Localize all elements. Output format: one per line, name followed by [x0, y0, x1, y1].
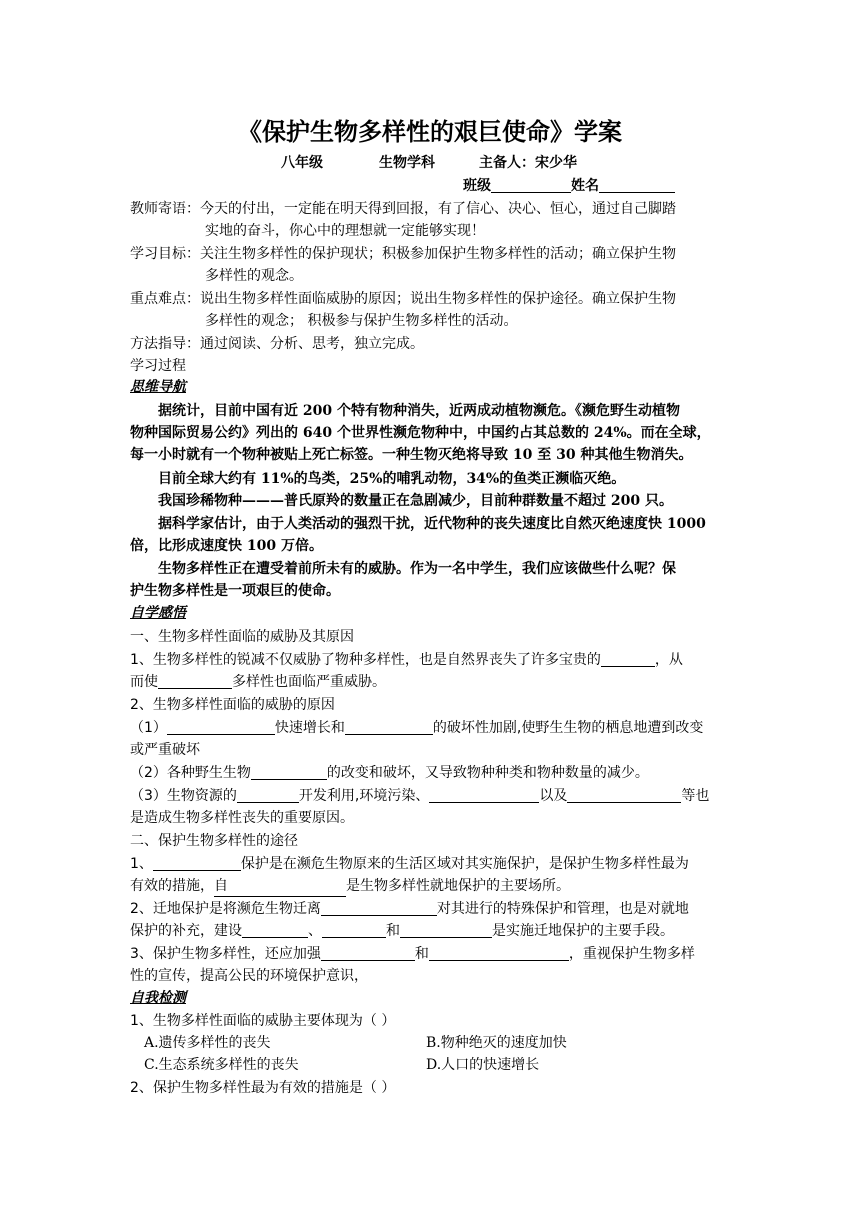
q4-blank-1[interactable]: [321, 901, 437, 916]
name-label: 姓名: [571, 178, 599, 194]
test-q1-option-b[interactable]: B.物种绝灭的速度加快: [426, 1035, 567, 1051]
q4-text-d: 、: [308, 923, 322, 939]
q2-2-text-b: 的改变和破坏，又导致物种种类和物种数量的减少。: [326, 765, 649, 781]
name-blank[interactable]: [599, 178, 675, 193]
q5-text-b: 和: [414, 946, 429, 962]
teacher-message-line2: 实地的奋斗，你心中的理想就一定能够实现！: [205, 223, 485, 239]
q3-blank-prefix: 自: [214, 878, 228, 894]
question-2-3-line2: 是造成生物多样性丧失的重要原因。: [130, 810, 354, 826]
q4-text-f: 是实施迁地保护的主要手段。: [492, 923, 674, 939]
mind-map-p1-line1: 据统计，目前中国有近 200 个特有物种消失，近两成动植物濒危。《濒危野生动植物: [158, 403, 680, 419]
mind-map-p4-line2: 倍，比形成速度快 100 万倍。: [130, 538, 323, 554]
question-5-line2: 性的宣传，提高公民的环境保护意识，: [130, 968, 368, 984]
mind-map-p1-line2: 物种国际贸易公约》列出的 640 个世界性濒危物种中，中国约占其总数的 24%。而在全球，: [130, 425, 711, 441]
q3-text-e: 是生物多样性就地保护的主要场所。: [346, 878, 570, 894]
q2-3-text-d: 等也: [681, 788, 710, 804]
q2-3-blank-3[interactable]: [567, 788, 681, 803]
q3-blank-2[interactable]: [214, 876, 346, 897]
q4-blank-3[interactable]: [322, 923, 386, 938]
q4-text-c: 保护的补充，建设: [130, 923, 242, 939]
self-test-heading: 自我检测: [130, 990, 186, 1006]
mind-map-p4-line1: 据科学家估计，由于人类活动的强烈干扰，近代物种的丧失速度比自然灭绝速度快 1000: [158, 516, 706, 532]
question-2-heading: 2、生物多样性面临的威胁的原因: [130, 697, 335, 713]
q4-text-a: 2、迁地保护是将濒危生物迁离: [130, 901, 321, 917]
q2-3-blank-1[interactable]: [237, 788, 299, 803]
question-5-line1: [130, 944, 695, 964]
q4-blank-2[interactable]: [242, 923, 308, 938]
q2-1-blank-2[interactable]: [345, 720, 433, 735]
key-points-line1: 重点难点：说出生物多样性面临威胁的原因；说出生物多样性的保护途径。确立保护生物: [130, 291, 676, 307]
test-q1-option-d[interactable]: D.人口的快速增长: [426, 1057, 540, 1073]
mind-map-heading: 思维导航: [130, 379, 186, 395]
test-question-1: 1、生物多样性面临的威胁主要体现为（ ）: [130, 1013, 396, 1029]
q2-1-text-a: （1）: [130, 720, 167, 736]
question-2-2: [130, 763, 649, 783]
mind-map-p3: 我国珍稀物种———普氏原羚的数量正在急剧减少，目前种群数量不超过 200 只。: [158, 493, 673, 509]
q2-3-text-b: 开发利用,环境污染、: [298, 788, 430, 804]
mind-map-p5-line2: 护生物多样性是一项艰巨的使命。: [130, 583, 340, 599]
q5-text-a: 3、保护生物多样性，还应加强: [130, 946, 321, 962]
subject-label: 生物学科: [379, 155, 435, 171]
question-2-1-line1: [130, 718, 703, 738]
q1-text-d: 多样性也面临严重威胁。: [232, 674, 386, 690]
question-2-3-line1: [130, 786, 709, 806]
class-name-row: [463, 176, 675, 196]
section-2-heading: 二、保护生物多样性的途径: [130, 833, 298, 849]
q2-3-blank-2[interactable]: [429, 788, 539, 803]
q1-text-c: 而使: [130, 674, 158, 690]
grade-label: 八年级: [281, 155, 323, 171]
question-1-line1: [130, 650, 683, 670]
q4-text-b: 对其进行的特殊保护和管理，也是对就地: [436, 901, 689, 917]
method-guide: 方法指导：通过阅读、分析、思考，独立完成。: [130, 336, 424, 352]
q3-blank-1[interactable]: [153, 856, 241, 871]
q2-1-text-b: 快速增长和: [274, 720, 345, 736]
q5-text-c: ，重视保护生物多样: [568, 946, 695, 962]
mind-map-p2: 目前全球大约有 11%的鸟类，25%的哺乳动物，34%的鱼类正濒临灭绝。: [158, 471, 626, 487]
learning-process-label: 学习过程: [130, 358, 186, 374]
self-study-heading: 自学感悟: [130, 605, 186, 621]
question-4-line2: [130, 921, 674, 941]
learning-goal-line1: 学习目标：关注生物多样性的保护现状；积极参加保护生物多样性的活动；确立保护生物: [130, 246, 676, 262]
mind-map-p5-line1: 生物多样性正在遭受着前所未有的威胁。作为一名中学生，我们应该做些什么呢？保: [158, 561, 676, 577]
q4-text-e: 和: [386, 923, 400, 939]
q2-3-text-c: 以及: [539, 788, 568, 804]
test-q1-option-c[interactable]: C.生态系统多样性的丧失: [144, 1057, 299, 1073]
class-label: 班级: [463, 178, 491, 194]
q1-text-b: ，从: [654, 652, 683, 668]
question-2-1-line2: 或严重破坏: [130, 742, 200, 758]
page-title: 《保护生物多样性的艰巨使命》学案: [238, 117, 622, 146]
q3-text-b: 保护是在濒危生物原来的生活区域对其实施保护，是保护生物多样性最为: [240, 856, 689, 872]
question-4-line1: [130, 899, 689, 919]
test-question-2: 2、保护生物多样性最为有效的措施是（ ）: [130, 1080, 396, 1096]
preparer-label: 主备人：宋少华: [479, 155, 577, 171]
section-1-heading: 一、生物多样性面临的威胁及其原因: [130, 629, 354, 645]
q1-text-a: 1、生物多样性的锐减不仅威胁了物种多样性，也是自然界丧失了许多宝贵的: [130, 652, 601, 668]
teacher-message-line1: 教师寄语：今天的付出，一定能在明天得到回报，有了信心、决心、恒心，通过自己脚踏: [130, 201, 676, 217]
question-3-line2: [130, 876, 570, 897]
q1-blank-1[interactable]: [601, 652, 655, 667]
learning-goal-line2: 多样性的观念。: [205, 268, 303, 284]
q3-text-a: 1、: [130, 856, 153, 872]
question-3-line1: [130, 854, 689, 874]
q2-1-text-c: 的破坏性加剧,使野生生物的栖息地遭到改变: [432, 720, 704, 736]
key-points-line2: 多样性的观念； 积极参与保护生物多样性的活动。: [205, 313, 518, 329]
q2-2-text-a: （2）各种野生生物: [130, 765, 251, 781]
q4-blank-4[interactable]: [400, 923, 492, 938]
q2-3-text-a: （3）生物资源的: [130, 788, 237, 804]
q2-1-blank-1[interactable]: [167, 720, 275, 735]
q2-2-blank[interactable]: [251, 765, 327, 780]
mind-map-p1-line3: 每一小时就有一个物种被贴上死亡标签。一种生物灭绝将导致 10 至 30 种其他生物消失。: [130, 447, 693, 463]
q3-text-c: 有效的措施，: [130, 878, 214, 894]
q5-blank-2[interactable]: [429, 946, 569, 961]
test-q1-option-a[interactable]: A.遗传多样性的丧失: [144, 1035, 271, 1051]
class-blank[interactable]: [491, 178, 571, 193]
q1-blank-2[interactable]: [158, 674, 232, 689]
question-1-line2: [130, 672, 386, 692]
q5-blank-1[interactable]: [321, 946, 415, 961]
